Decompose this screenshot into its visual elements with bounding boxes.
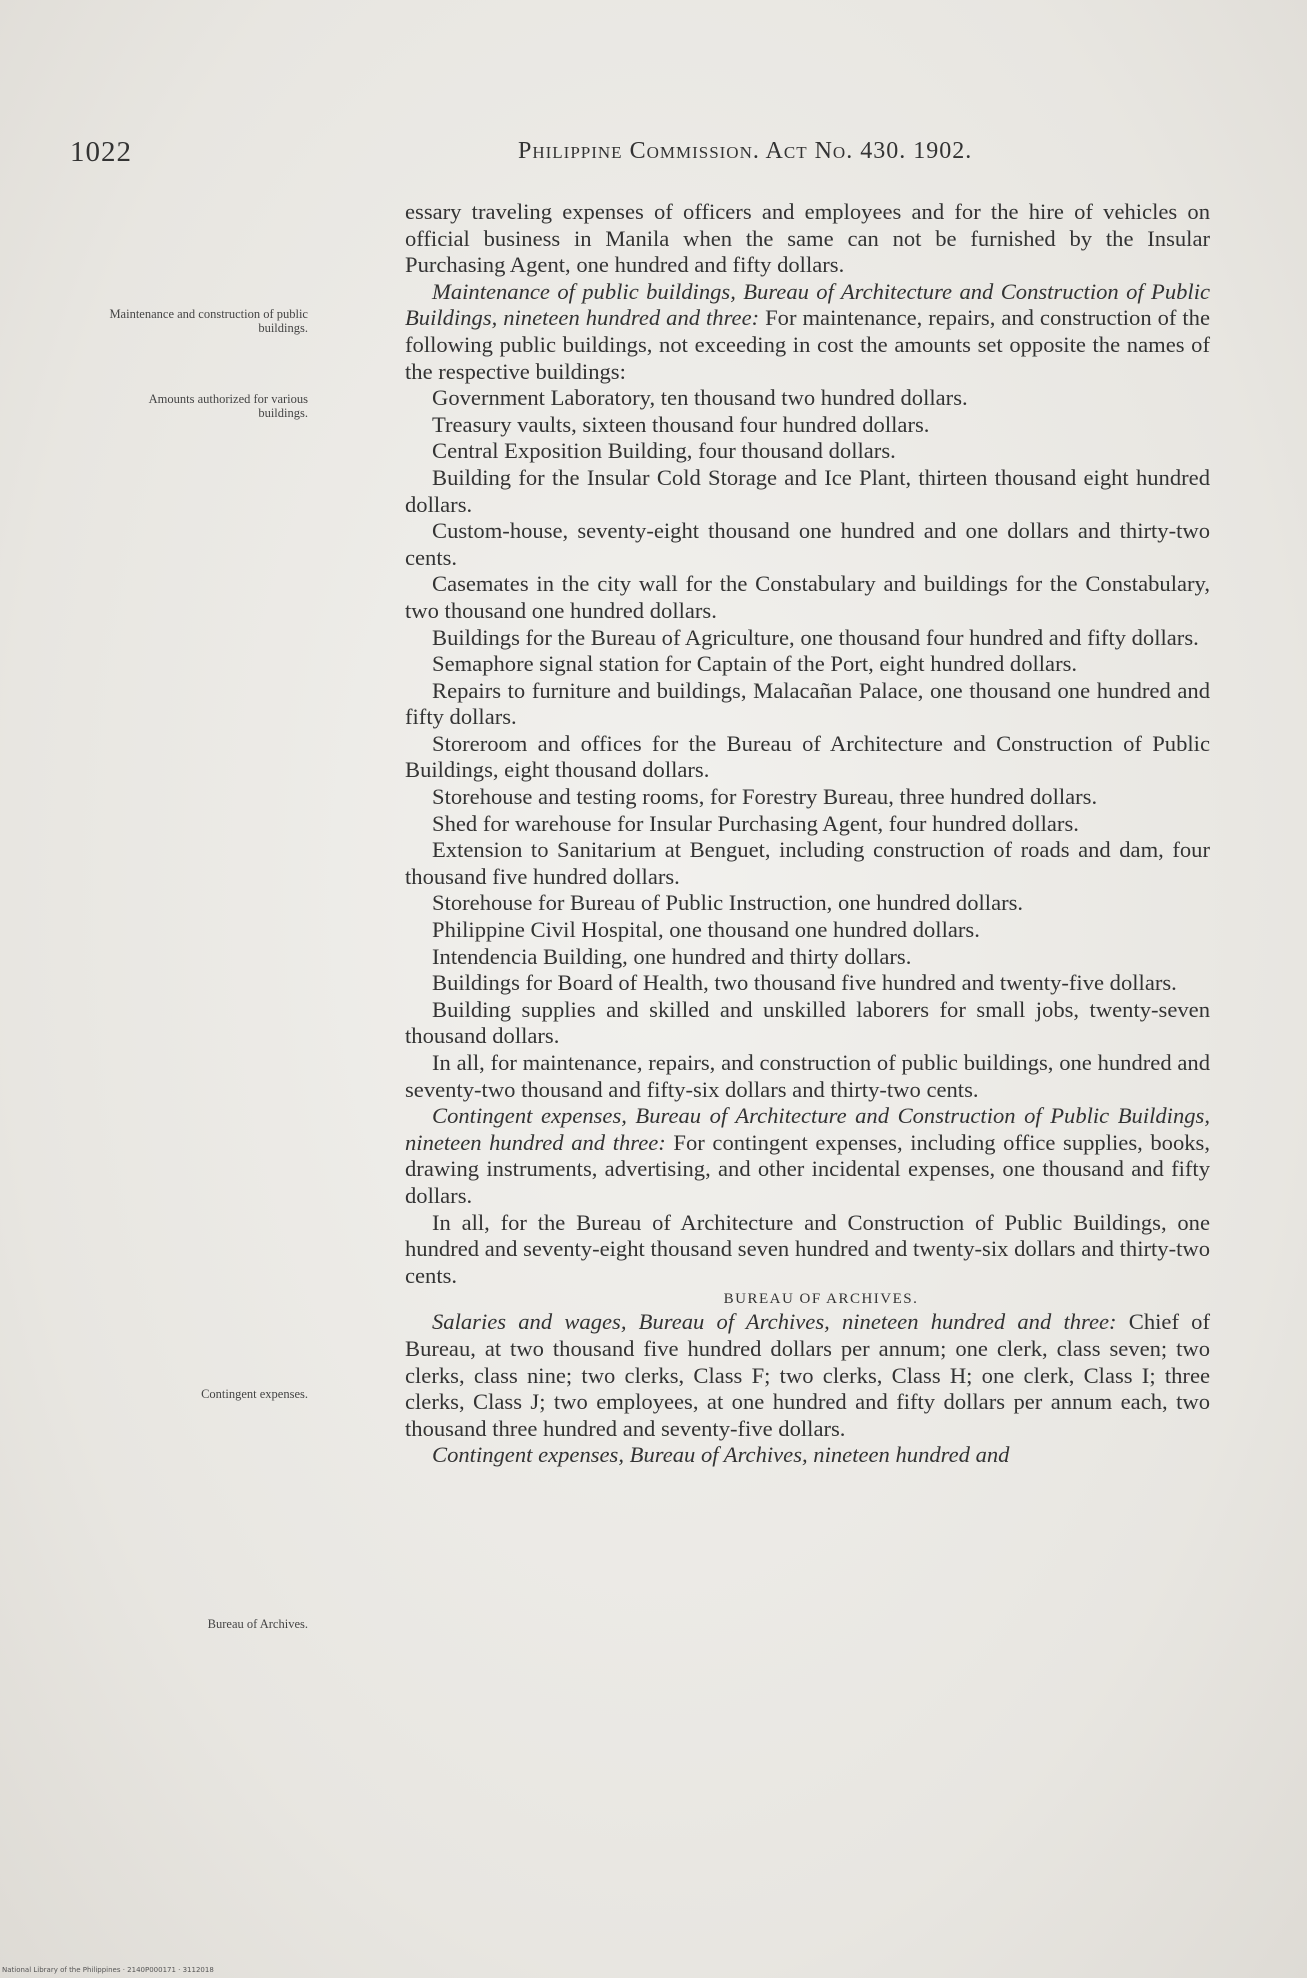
archives-contingent-italic: Contingent expenses, Bureau of Archives, nineteen hundred and — [432, 1442, 1010, 1468]
list-item: Storeroom and offices for the Bureau of Architecture and Construction of Public Buildings, eight thousand dollars. — [405, 730, 1210, 783]
list-item: Central Exposition Building, four thousand dollars. — [432, 438, 896, 464]
list-item: Building for the Insular Cold Storage and Ice Plant, thirteen thousand eight hundred dollars. — [405, 464, 1210, 517]
margin-note-contingent: Contingent expenses. — [201, 1387, 308, 1401]
paragraph-contingent-expenses — [405, 1103, 1210, 1209]
archives-salaries-text: Chief of Bureau, at two thousand five hundred dollars per annum; one clerk, class seven; two clerks, class nine; two clerks, Class F; two clerks, Class H; one clerk, Class I; three clerks, Class J; two employees, at one hundred and fifty dollars per annum each, two thousand three hundred and seventy-five dollars. — [405, 1309, 1210, 1441]
bureau-total: In all, for the Bureau of Architecture and Construction of Public Buildings, one hundred and seventy-eight thousand seven hundred and twenty-six dollars and thirty-two cents. — [405, 1209, 1210, 1288]
list-item: Casemates in the city wall for the Constabulary and buildings for the Constabulary, two thousand one hundred dollars. — [405, 571, 1210, 623]
page-number: 1022 — [70, 136, 132, 168]
running-head — [518, 138, 972, 165]
list-item: Philippine Civil Hospital, one thousand one hundred dollars. — [432, 917, 980, 943]
list-item: Storehouse for Bureau of Public Instruction, one hundred dollars. — [432, 890, 1024, 916]
maintenance-text: For maintenance, repairs, and construction of the following public buildings, not exceeding in cost the amounts set opposite the names of the respective buildings: — [405, 305, 1210, 384]
margin-note-archives: Bureau of Archives. — [207, 1617, 308, 1631]
list-item: Storehouse and testing rooms, for Forestry Bureau, three hundred dollars. — [432, 784, 1098, 810]
maintenance-total: In all, for maintenance, repairs, and construction of public buildings, one hundred and seventy-two thousand and fifty-six dollars and thirty-two cents. — [405, 1050, 1210, 1102]
list-item: Extension to Sanitarium at Benguet, including construction of roads and dam, four thousand five hundred dollars. — [405, 837, 1210, 889]
list-item: Government Laboratory, ten thousand two hundred dollars. — [432, 385, 968, 411]
running-head-text: Philippine Commission. Act No. 430. 1902. — [518, 138, 973, 164]
contingent-text: For contingent expenses, including office supplies, books, drawing instruments, advertising, and other incidental expenses, one thousand and fifty dollars. — [405, 1129, 1210, 1208]
scan-source-line: National Library of the Philippines · 2140P000171 · 3112018 — [2, 1966, 214, 1974]
list-item: Repairs to furniture and buildings, Malacañan Palace, one thousand one hundred and fifty dollars. — [405, 677, 1210, 730]
list-item: Treasury vaults, sixteen thousand four hundred dollars. — [432, 411, 930, 437]
paragraph-archives-contingent — [405, 1442, 1210, 1469]
margin-note-maintenance: Maintenance and construction of public buildings. — [109, 307, 308, 335]
paragraph-maintenance — [405, 279, 1210, 385]
list-item: Semaphore signal station for Captain of the Port, eight hundred dollars. — [432, 651, 1078, 677]
margin-note-amounts: Amounts authorized for various buildings. — [148, 392, 308, 420]
list-item: Buildings for the Bureau of Agriculture, one thousand four hundred and fifty dollars. — [432, 624, 1199, 650]
body-text — [405, 199, 1210, 1469]
list-item: Intendencia Building, one hundred and thirty dollars. — [432, 943, 912, 969]
maintenance-heading-italic: Maintenance of public buildings, Bureau of Architecture and Construction of Public Buildings, nineteen hundred and three: — [405, 278, 1210, 331]
list-item: Building supplies and skilled and unskilled laborers for small jobs, twenty-seven thousand dollars. — [405, 996, 1210, 1049]
section-heading-archives: BUREAU OF ARCHIVES. — [723, 1291, 919, 1308]
contingent-heading-italic: Contingent expenses, Bureau of Architecture and Construction of Public Buildings, nineteen hundred and three: — [405, 1103, 1210, 1155]
paragraph-traveling-expenses: essary traveling expenses of officers and employees and for the hire of vehicles on official business in Manila when the same can not be furnished by the Insular Purchasing Agent, one hundred and fifty dollars. — [405, 199, 1210, 278]
paragraph-archives-salaries — [405, 1309, 1210, 1442]
list-item: Custom-house, seventy-eight thousand one hundred and one dollars and thirty-two cents. — [405, 518, 1210, 570]
list-item: Shed for warehouse for Insular Purchasing Agent, four hundred dollars. — [432, 810, 1079, 836]
archives-salaries-italic: Salaries and wages, Bureau of Archives, nineteen hundred and three: — [432, 1309, 1117, 1335]
list-item: Buildings for Board of Health, two thousand five hundred and twenty-five dollars. — [432, 970, 1177, 996]
